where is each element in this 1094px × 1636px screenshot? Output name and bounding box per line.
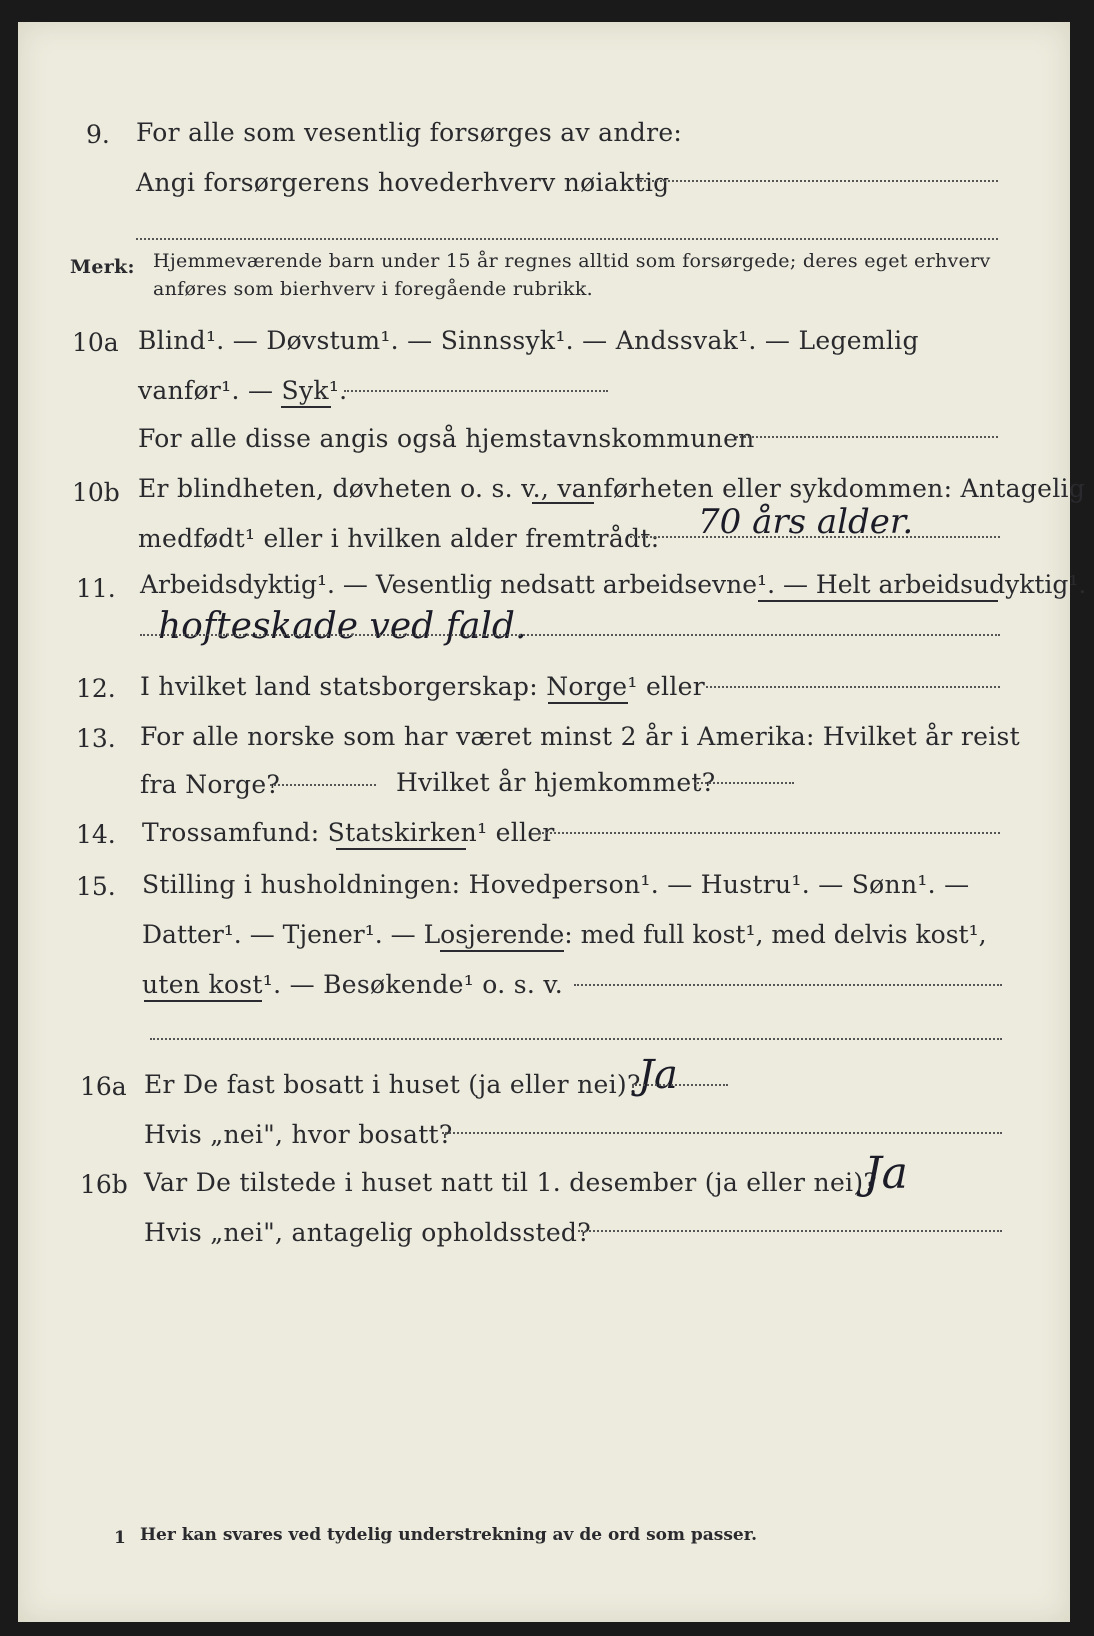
q10a-line3: For alle disse angis også hjemstavnskommunen xyxy=(138,424,755,453)
footnote-text: Her kan svares ved tydelig understrekning av de ord som passer. xyxy=(140,1525,758,1545)
q9-line1: For alle som vesentlig forsørges av andre: xyxy=(136,118,683,147)
q16b-number: 16b xyxy=(80,1170,128,1199)
q10a-line2: vanfør¹. — Syk¹. xyxy=(138,376,348,405)
q16b-opholdssted-line xyxy=(578,1230,1002,1232)
q16a-number: 16a xyxy=(80,1072,127,1101)
q9-number: 9. xyxy=(86,120,110,149)
q16b-line2: Hvis „nei", antagelig opholdssted? xyxy=(144,1218,591,1247)
q13-hjem-line xyxy=(694,782,794,784)
q10a-kommune-line xyxy=(736,436,998,438)
q10a-syk-underline xyxy=(281,406,331,408)
q12-norge-underline xyxy=(548,702,628,704)
q15-line2: Datter¹. — Tjener¹. — Losjerende: med full kost¹, med delvis kost¹, xyxy=(142,920,987,949)
q12-line1: I hvilket land statsborgerskap: Norge¹ eller xyxy=(140,672,705,701)
q10b-number: 10b xyxy=(72,478,120,507)
q16b-handwritten-answer: Ja xyxy=(864,1148,908,1199)
q16a-answer-line xyxy=(632,1084,728,1086)
q16a-bosatt-line xyxy=(442,1132,1002,1134)
q10a-line1: Blind¹. — Døvstum¹. — Sinnssyk¹. — Andssvak¹. — Legemlig xyxy=(138,326,919,355)
q15-losjerende-underline xyxy=(440,950,564,952)
census-form-page xyxy=(18,22,1087,1622)
q10a-answer-line xyxy=(344,390,608,392)
q10b-vanforheten-underline xyxy=(532,502,594,504)
q12-answer-line xyxy=(706,686,1000,688)
q11-number: 11. xyxy=(76,574,116,603)
merk-label: Merk: xyxy=(70,256,135,278)
q9-line2: Angi forsørgerens hovederhverv nøiaktig xyxy=(136,168,670,197)
q13-line2b: Hvilket år hjemkommet? xyxy=(396,768,716,797)
q16a-handwritten-answer: Ja xyxy=(638,1052,678,1098)
q16a-line2: Hvis „nei", hvor bosatt? xyxy=(144,1120,453,1149)
q13-line2a: fra Norge? xyxy=(140,770,281,799)
q15-line3: uten kost¹. — Besøkende¹ o. s. v. xyxy=(142,970,564,999)
q11-answer-line xyxy=(140,634,1000,636)
q11-line1: Arbeidsdyktig¹. — Vesentlig nedsatt arbeidsevne¹. — Helt arbeidsudyktig¹. xyxy=(140,570,1087,599)
q15-number: 15. xyxy=(76,872,116,901)
q14-number: 14. xyxy=(76,820,116,849)
q13-reist-line xyxy=(270,784,376,786)
q14-statskirken-underline xyxy=(336,848,466,850)
q14-answer-line xyxy=(538,832,1000,834)
q13-line1: For alle norske som har været minst 2 år i Amerika: Hvilket år reist xyxy=(140,722,1021,751)
q10a-number: 10a xyxy=(72,328,119,357)
q15-answer-line xyxy=(574,984,1002,986)
q14-line1: Trossamfund: Statskirken¹ eller xyxy=(142,818,555,847)
q10b-handwritten-answer: 70 års alder. xyxy=(698,502,914,542)
q9-answer-line-2 xyxy=(136,238,998,240)
q15-line1: Stilling i husholdningen: Hovedperson¹. — Hustru¹. — Sønn¹. — xyxy=(142,870,970,899)
q10b-line1: Er blindheten, døvheten o. s. v., vanførheten eller sykdommen: Antagelig xyxy=(138,474,1086,503)
q12-number: 12. xyxy=(76,674,116,703)
footnote-mark: 1 xyxy=(114,1528,126,1548)
q16b-line1: Var De tilstede i huset natt til 1. desember (ja eller nei)? xyxy=(144,1168,878,1197)
q15-answer-line-2 xyxy=(150,1038,1002,1040)
merk-line2: anføres som bierhverv i foregående rubrikk. xyxy=(153,278,593,300)
q13-number: 13. xyxy=(76,724,116,753)
q11-handwritten-answer: hofteskade ved fald. xyxy=(158,606,527,647)
q10b-line2: medfødt¹ eller i hvilken alder fremtrådt: xyxy=(138,524,660,553)
q11-udyktig-underline xyxy=(758,600,998,602)
q9-answer-line xyxy=(636,180,998,182)
q16a-line1: Er De fast bosatt i huset (ja eller nei)? xyxy=(144,1070,641,1099)
q15-uten-kost-underline xyxy=(144,1000,262,1002)
merk-line1: Hjemmeværende barn under 15 år regnes alltid som forsørgede; deres eget erhverv xyxy=(153,250,991,272)
